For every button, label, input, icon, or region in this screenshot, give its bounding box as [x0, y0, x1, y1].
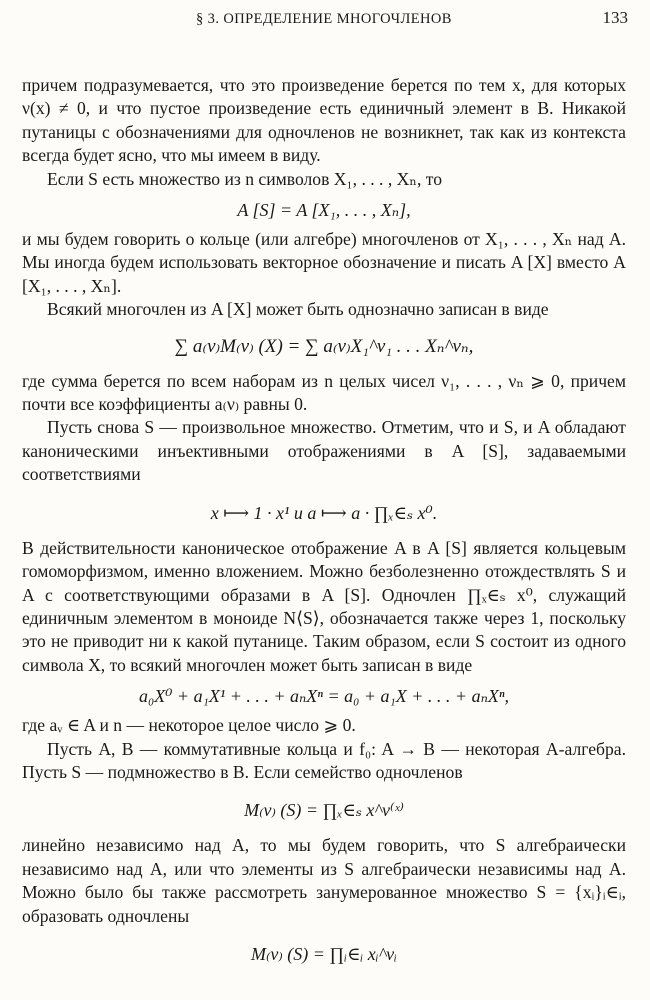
paragraph: причем подразумевается, что это произведение берется по тем x, для которых ν(x) ≠ 0, и что пустое произведение есть единичный элемент в B. Никакой путаницы с обозначениями для одночленов не возникнет, так как из контекста всегда будет ясно, что мы имеем в виду.	[22, 75, 626, 166]
page-body	[22, 74, 626, 978]
paragraph: В действительности каноническое отображение A в A [S] является кольцевым гомоморфизмом, именно вложением. Можно безболезненно отождествлять S и A с соответствующими образами в A [S]. Одночлен ∏ₓ∈ₛ x⁰, служащий единичным элементом в моноиде N⟨S⟩, обозначается также через 1, поскольку это не приводит ни к какой путанице. Таким образом, если S состоит из одного символа X, то всякий многочлен может быть записан в виде	[22, 537, 626, 675]
display-formula: A [S] = A [X₁, . . . , Xₙ],	[237, 200, 411, 221]
paragraph: и мы будем говорить о кольце (или алгебре) многочленов от X₁, . . . , Xₙ над A. Мы иногда будем использовать векторное обозначение и писать A [X] вместо A [X₁, . . . , Xₙ].	[22, 229, 626, 296]
display-formula: a₀X⁰ + a₁X¹ + . . . + aₙXⁿ = a₀ + a₁X + . . . + aₙXⁿ,	[138, 686, 510, 707]
paragraph: Всякий многочлен из A [X] может быть однозначно записан в виде	[47, 299, 549, 320]
paragraph: где aᵥ ∈ A и n — некоторое целое число ⩾ 0.	[22, 715, 356, 736]
paragraph: Пусть A, B — коммутативные кольца и f₀: A → B — некоторая A-алгебра. Пусть S — подмножество в B. Если семейство одночленов	[22, 738, 626, 782]
display-formula: M₍ν₎ (S) = ∏ᵢ∈ᵢ xᵢ^νᵢ	[250, 943, 398, 964]
page-header	[0, 8, 650, 32]
paragraph: Если S есть множество из n символов X₁, . . . , Xₙ, то	[47, 168, 443, 189]
paragraph: линейно независимо над A, то мы будем говорить, что S алгебраически независимо над A, или что элементы из S алгебраически независимы над A. Можно было бы также рассмотреть занумерованное множество S = {xᵢ}ᵢ∈ᵢ, образовать одночлены	[22, 835, 626, 926]
display-formula: M₍ν₎ (S) = ∏ₓ∈ₛ x^ν⁽ˣ⁾	[244, 800, 404, 821]
page-number: 133	[602, 8, 628, 27]
running-header-title: § 3. ОПРЕДЕЛЕНИЕ МНОГОЧЛЕНОВ	[196, 11, 452, 27]
paragraph: где сумма берется по всем наборам из n целых чисел ν₁, . . . , νₙ ⩾ 0, причем почти все коэффициенты a₍ν₎ равны 0.	[22, 370, 626, 415]
display-formula: ∑ a₍ν₎M₍ν₎ (X) = ∑ a₍ν₎X₁^ν₁ . . . Xₙ^νₙ,	[174, 335, 474, 357]
display-formula: x ⟼ 1 · x¹ и a ⟼ a · ∏ₓ∈ₛ x⁰.	[210, 502, 438, 523]
paragraph: Пусть снова S — произвольное множество. Отметим, что и S, и A обладают каноническими инъективными отображениями в A [S], задаваемыми соответствиями	[22, 417, 626, 485]
